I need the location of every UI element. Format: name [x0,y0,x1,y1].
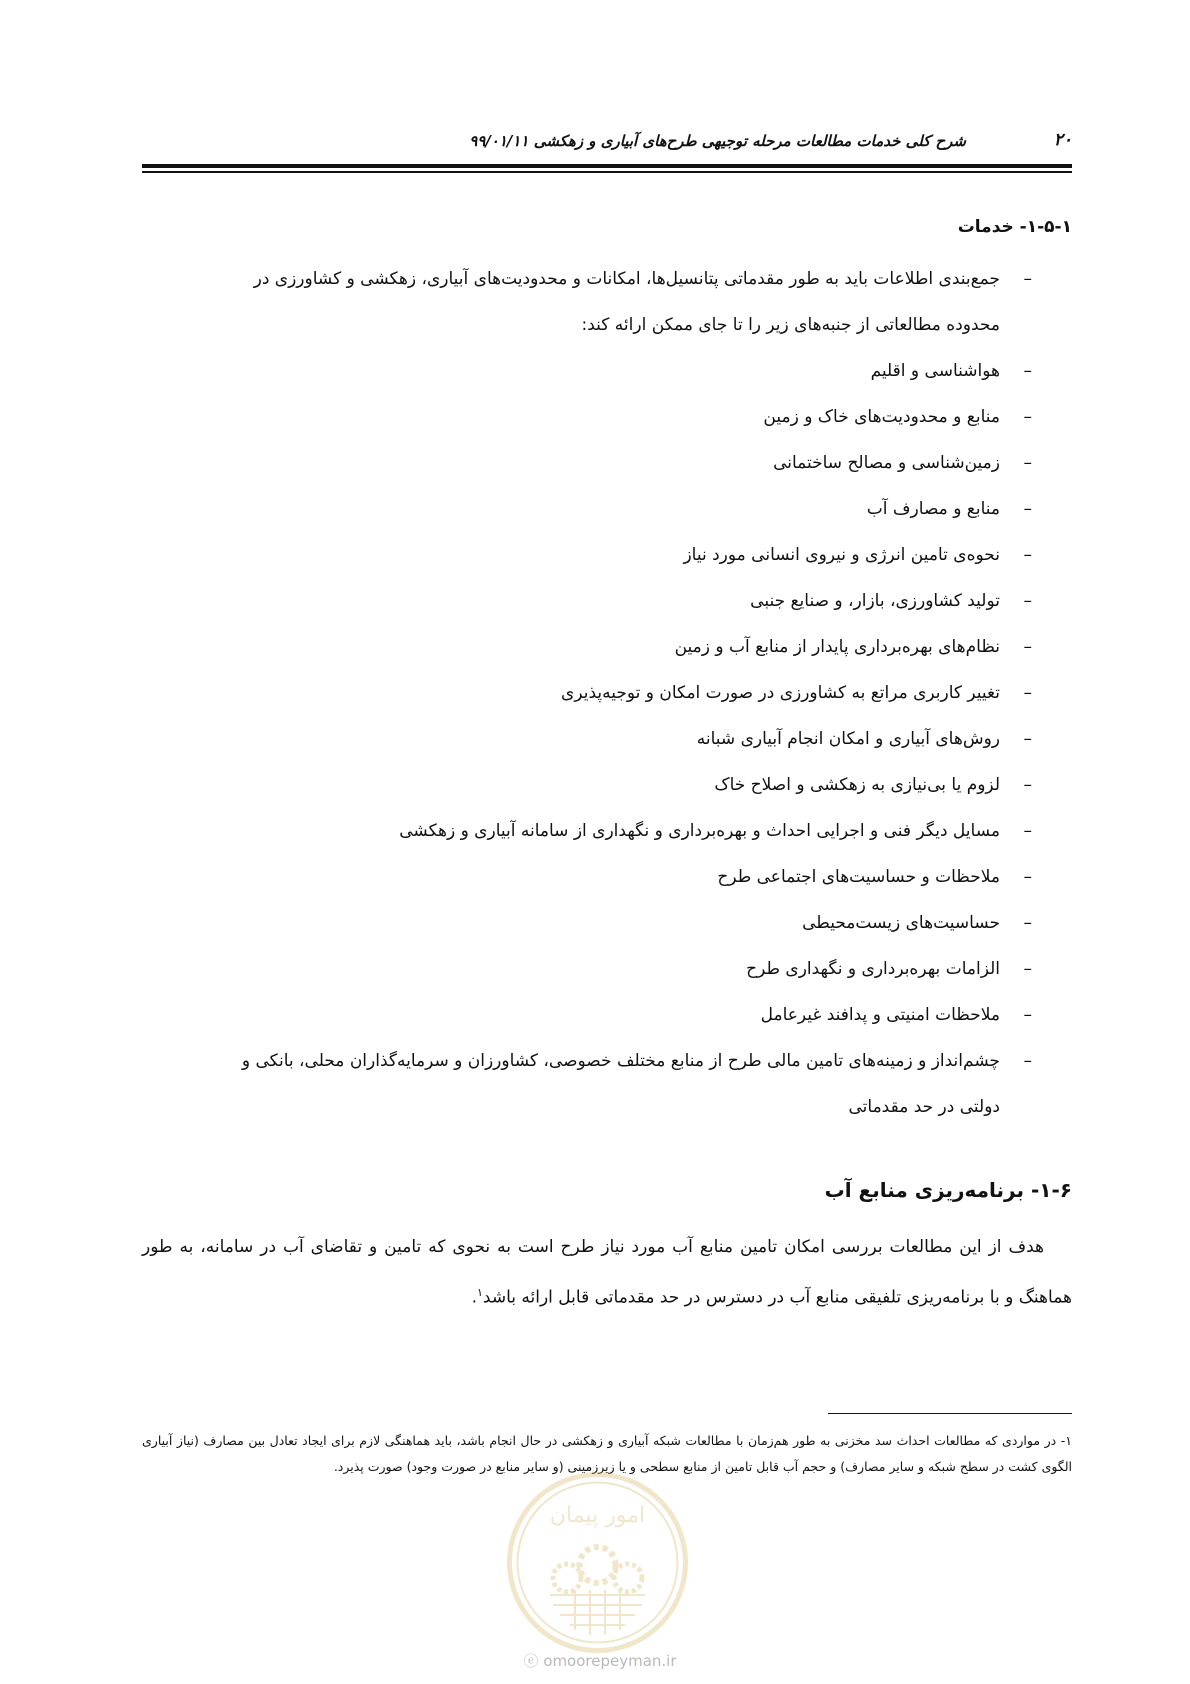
list-item-text: الزامات بهره‌برداری و نگهداری طرح [746,959,1000,979]
list-item [142,854,1072,900]
list-item [142,808,1072,854]
dash-bullet: – [1023,775,1032,795]
subsection-heading: ۱-۵-۱- خدمات [957,217,1072,237]
body-paragraph [142,1224,1072,1321]
list-item [142,578,1072,624]
dash-bullet: – [1023,591,1032,611]
list-item [142,716,1072,762]
list-item-text: تغییر کاربری مراتع به کشاورزی در صورت امکان و توجیه‌پذیری [561,683,1000,703]
dash-bullet: – [1023,913,1032,933]
header-rule [142,164,1072,168]
list-item-text: لزوم یا بی‌نیازی به زهکشی و اصلاح خاک [714,775,1000,795]
services-list [142,256,1072,1130]
watermark-url: ⓔ omoorepeyman.ir [523,1652,677,1670]
dash-bullet: – [1023,1051,1032,1071]
dash-bullet: – [1023,821,1032,841]
paragraph-end: . [471,1287,477,1308]
dash-bullet: – [1023,407,1032,427]
dash-bullet: – [1023,637,1032,657]
paragraph-text: هدف از این مطالعات بررسی امکان تامین منابع آب مورد نیاز طرح است به نحوی که تامین و تقاضای آب در سامانه، به طور هماهنگ و با برنامه‌ریزی تلفیقی منابع آب در دسترس در حد مقدماتی قابل ارائه باشد [142,1237,1072,1308]
list-item [142,670,1072,716]
list-item-text: محدوده مطالعاتی از جنبه‌های زیر را تا جای ممکن ارائه کند: [581,315,1000,335]
list-item-text: دولتی در حد مقدماتی [848,1097,1000,1117]
dash-bullet: – [1023,453,1032,473]
page-header [142,128,1072,162]
footnote: ۱- در مواردی که مطالعات احداث سد مخزنی به طور هم‌زمان با مطالعات شبکه آبیاری و زهکشی در حال انجام باشد، باید هماهنگی لازم برای ایجاد تعادل بین مصارف (نیاز آبیاری الگوی کشت در سطح شبکه و سایر مصارف) و حجم آب قابل تامین از منابع سطحی و یا زیرزمینی (و سایر منابع در صورت وجود) صورت پذیرد. [142,1433,1072,1474]
watermark-url-text: omoorepeyman.ir [543,1652,677,1670]
list-item-text: مسایل دیگر فنی و اجرایی احداث و بهره‌برداری و نگهداری از سامانه آبیاری و زهکشی [399,821,1000,841]
list-item-text: هواشناسی و اقلیم [870,361,1000,381]
list-item [142,992,1072,1038]
footnote-separator [828,1413,1072,1414]
list-item [142,532,1072,578]
dash-bullet: – [1023,683,1032,703]
dash-bullet: – [1023,959,1032,979]
watermark-logo [505,1470,690,1655]
list-item [142,256,1072,302]
section-heading: ۱-۶- برنامه‌ریزی منابع آب [824,1178,1072,1202]
list-item-text: چشم‌انداز و زمینه‌های تامین مالی طرح از منابع مختلف خصوصی، کشاورزان و سرمایه‌گذاران محلی، بانکی و [241,1051,1000,1071]
list-item-text: ملاحظات و حساسیت‌های اجتماعی طرح [717,867,1000,887]
watermark-logo-text: امور پیمان [549,1503,646,1528]
dash-bullet: – [1023,499,1032,519]
list-item [142,486,1072,532]
list-item-text: حساسیت‌های زیست‌محیطی [802,913,1000,933]
list-item [142,900,1072,946]
list-item-text: منابع و مصارف آب [866,499,1000,519]
list-item-text: جمع‌بندی اطلاعات باید به طور مقدماتی پتانسیل‌ها، امکانات و محدودیت‌های آبیاری، زهکشی و کشاورزی در [253,269,1000,289]
list-item-continuation [142,302,1072,348]
list-item [142,946,1072,992]
list-item-text: زمین‌شناسی و مصالح ساختمانی [773,453,1000,473]
list-item-continuation [142,1084,1072,1130]
header-rule-thin [142,171,1072,173]
list-item-text: روش‌های آبیاری و امکان انجام آبیاری شبانه [696,729,1000,749]
page-number: ۲۰ [1053,130,1072,150]
list-item [142,348,1072,394]
footnote-reference[interactable]: ۱ [476,1286,483,1299]
list-item [142,1038,1072,1084]
list-item [142,440,1072,486]
main-content [142,212,1072,1338]
list-item-text: نحوه‌ی تامین انرژی و نیروی انسانی مورد نیاز [683,545,1000,565]
dash-bullet: – [1023,729,1032,749]
dash-bullet: – [1023,361,1032,381]
header-title: شرح کلی خدمات مطالعات مرحله توجیهی طرح‌های آبیاری و زهکشی ۹۹/۰۱/۱۱ [469,132,966,150]
list-item [142,762,1072,808]
dash-bullet: – [1023,545,1032,565]
list-item [142,394,1072,440]
list-item-text: نظام‌های بهره‌برداری پایدار از منابع آب و زمین [674,637,1000,657]
list-item-text: تولید کشاورزی، بازار، و صنایع جنبی [750,591,1000,611]
list-item-text: منابع و محدودیت‌های خاک و زمین [763,407,1000,427]
list-item [142,624,1072,670]
dash-bullet: – [1023,867,1032,887]
dash-bullet: – [1023,269,1032,289]
list-item-text: ملاحظات امنیتی و پدافند غیرعامل [760,1005,1000,1025]
dash-bullet: – [1023,1005,1032,1025]
